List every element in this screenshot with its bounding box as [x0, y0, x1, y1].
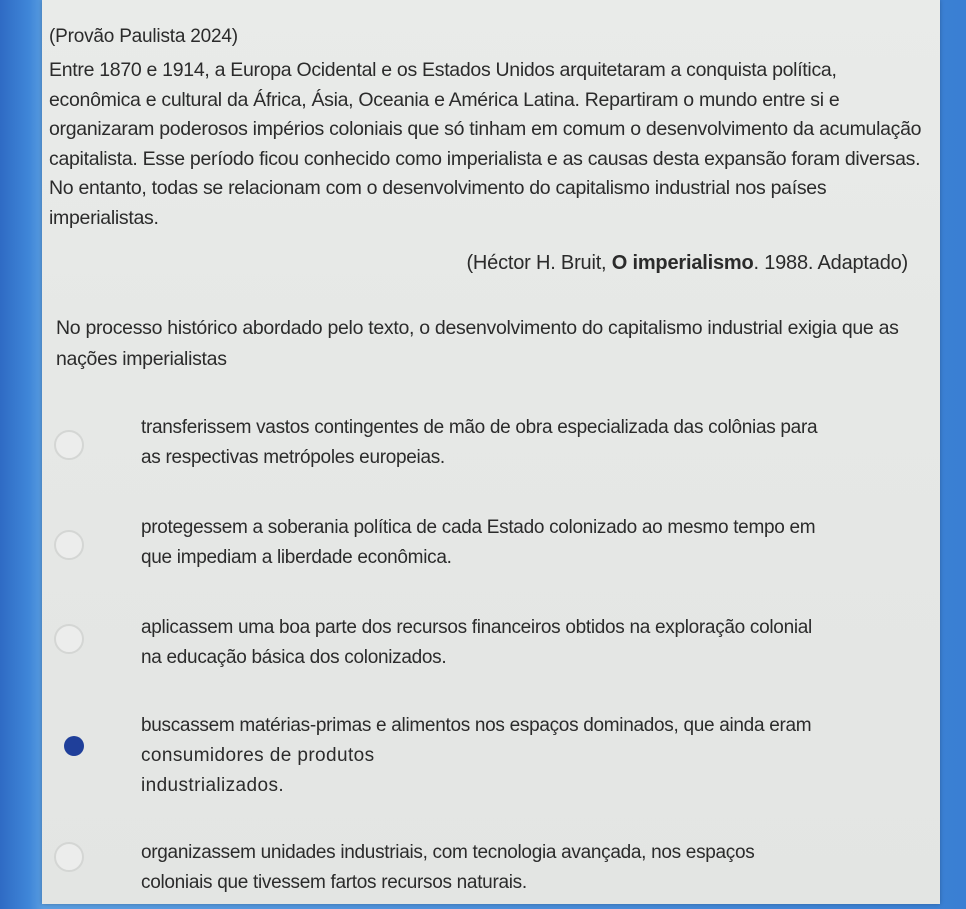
answer-option-a-line-2: as respectivas metrópoles europeias. [141, 447, 445, 468]
radio-button-e[interactable] [54, 842, 84, 872]
answer-option-c[interactable] [42, 613, 940, 683]
answer-option-d-line-3: industrializados. [141, 775, 285, 796]
question-card [42, 0, 940, 904]
radio-button-a[interactable] [54, 430, 84, 460]
answer-option-e[interactable] [42, 838, 940, 900]
answer-option-b-line-2: que impediam a liberdade econômica. [141, 547, 452, 568]
passage-citation [466, 252, 908, 275]
question-source: (Provão Paulista 2024) [49, 26, 238, 47]
answer-option-b-text [141, 513, 911, 573]
answer-option-b-line-1: protegessem a soberania política de cada Estado colonizado ao mesmo tempo em [141, 517, 816, 538]
answer-option-e-line-2: coloniais que tivessem fartos recursos naturais. [141, 872, 527, 893]
radio-button-d-selected[interactable] [64, 736, 84, 756]
answer-option-d-line-1: buscassem matérias-primas e alimentos nos espaços dominados, que ainda eram [141, 715, 812, 736]
answer-option-a-line-1: transferissem vastos contingentes de mão de obra especializada das colônias para [141, 417, 818, 438]
answer-option-b[interactable] [42, 513, 940, 583]
answer-option-c-line-2: na educação básica dos colonizados. [141, 647, 447, 668]
radio-button-c[interactable] [54, 624, 84, 654]
answer-option-d[interactable] [42, 711, 940, 806]
answer-option-c-line-1: aplicassem uma boa parte dos recursos financeiros obtidos na exploração colonial [141, 617, 812, 638]
answer-option-a[interactable] [42, 413, 940, 483]
citation-prefix: (Héctor H. Bruit, [466, 252, 612, 274]
answer-option-e-text [141, 838, 911, 898]
answer-option-c-text [141, 613, 911, 673]
answer-option-d-text [141, 711, 911, 801]
answer-option-e-line-1: organizassem unidades industriais, com tecnologia avançada, nos espaços [141, 842, 755, 863]
question-passage: Entre 1870 e 1914, a Europa Ocidental e os Estados Unidos arquitetaram a conquista política, econômica e cultural da África, Ásia, Oceania e América Latina. Repartiram o mundo entre si e organizaram poderosos impérios coloniais que só tinham em comum o desenvolvimento da acumulação capitalista. Esse período ficou conhecido como imperialista e as causas desta expansão foram diversas. No entanto, todas se relacionam com o desenvolvimento do capitalismo industrial nos países imperialistas. [49, 59, 922, 229]
citation-title: O imperialismo [611, 252, 754, 274]
answer-option-d-line-2: consumidores de produtos [141, 745, 375, 766]
radio-button-b[interactable] [54, 530, 84, 560]
question-prompt: No processo histórico abordado pelo texto, o desenvolvimento do capitalismo industrial exigia que as nações imperialistas [56, 317, 899, 370]
answer-option-a-text [141, 413, 911, 473]
citation-suffix: . 1988. Adaptado) [753, 252, 908, 274]
